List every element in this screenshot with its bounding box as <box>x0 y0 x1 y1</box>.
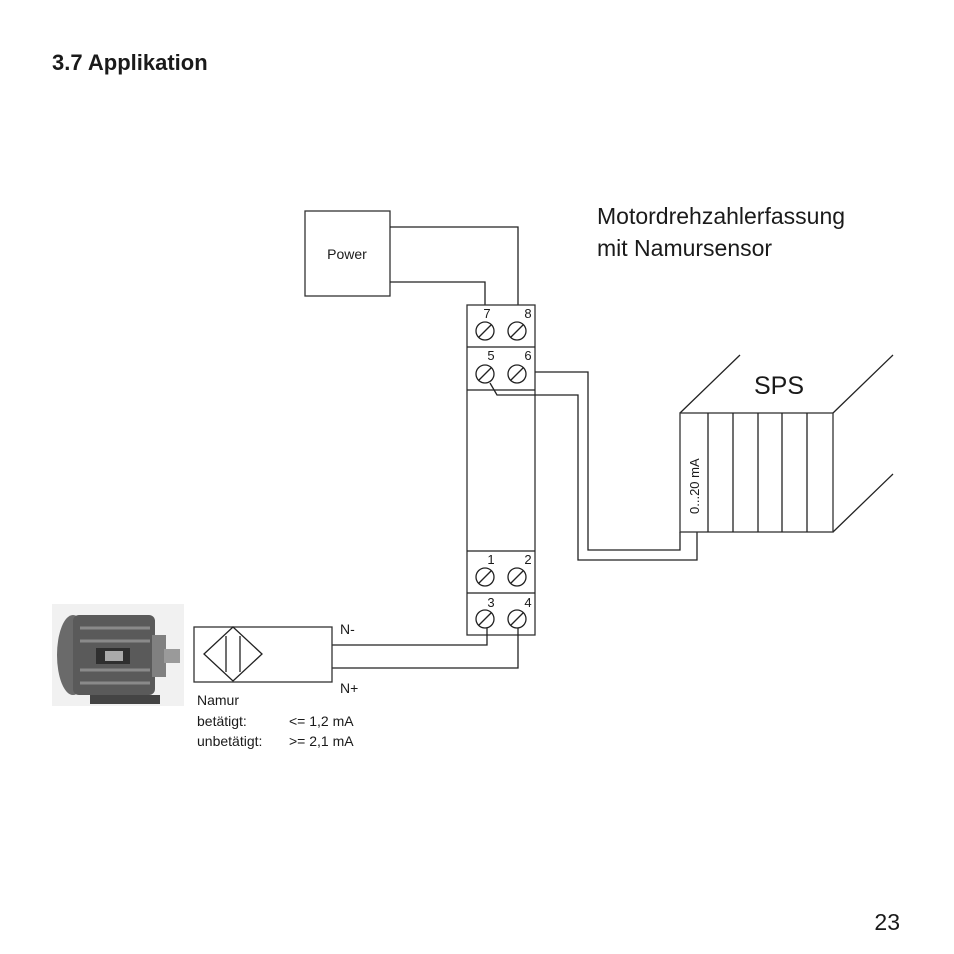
actuated-label: betätigt: <box>197 713 247 729</box>
actuated-value: <= 1,2 mA <box>289 713 354 729</box>
power-wires <box>390 227 518 305</box>
n-minus-label: N- <box>340 621 355 637</box>
namur-label: Namur <box>197 692 240 708</box>
terminal-7-label: 7 <box>483 306 491 321</box>
terminal-1-label: 1 <box>487 552 495 567</box>
unactuated-label: unbetätigt: <box>197 733 263 749</box>
power-label: Power <box>327 246 367 262</box>
diagram-caption-line1: Motordrehzahlerfassung <box>597 203 846 229</box>
terminal-3-label: 3 <box>487 595 495 610</box>
section-heading: 3.7 Applikation <box>52 50 208 75</box>
sps-input-label: 0...20 mA <box>687 458 702 514</box>
diagram-caption-line2: mit Namursensor <box>597 235 773 261</box>
sps-label: SPS <box>754 372 805 400</box>
n-plus-label: N+ <box>340 680 359 696</box>
namur-sensor <box>194 621 358 749</box>
unactuated-value: >= 2,1 mA <box>289 733 354 749</box>
terminal-2-label: 2 <box>524 552 532 567</box>
terminal-8-label: 8 <box>524 306 532 321</box>
sps-plc <box>680 355 893 532</box>
power-supply-box <box>305 211 390 296</box>
terminal-5-label: 5 <box>487 348 495 363</box>
page-number: 23 <box>874 909 900 935</box>
din-module <box>467 305 535 635</box>
terminal-4-label: 4 <box>524 595 532 610</box>
motor-icon <box>52 604 184 706</box>
terminal-6-label: 6 <box>524 348 532 363</box>
